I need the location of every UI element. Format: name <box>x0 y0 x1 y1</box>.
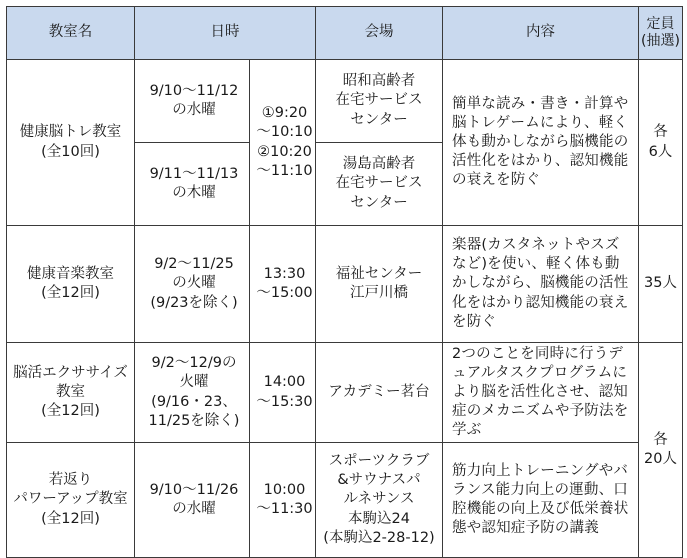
classes-table <box>6 6 683 558</box>
class-date: 9/11〜11/13 の木曜 <box>135 143 250 226</box>
table-row <box>7 60 683 143</box>
header-row <box>7 7 683 60</box>
class-venue: アカデミー茗台 <box>316 343 443 443</box>
class-name: 若返り パワーアップ教室 (全12回) <box>7 443 135 558</box>
class-venue: 昭和高齢者 在宅サービス センター <box>316 60 443 143</box>
header-venue: 会場 <box>316 7 443 60</box>
class-time: 13:30 〜15:00 <box>250 226 316 343</box>
class-capacity: 各 20人 <box>639 343 683 558</box>
class-date: 9/10〜11/26 の水曜 <box>135 443 250 558</box>
class-time: ①9:20 〜10:10 ②10:20 〜11:10 <box>250 60 316 226</box>
table-row <box>7 343 683 443</box>
class-capacity: 35人 <box>639 226 683 343</box>
class-venue: 福祉センター 江戸川橋 <box>316 226 443 343</box>
class-date: 9/2〜12/9の 火曜 (9/16・23、 11/25を除く) <box>135 343 250 443</box>
header-name: 教室名 <box>7 7 135 60</box>
class-time: 14:00 〜15:30 <box>250 343 316 443</box>
table-row <box>7 226 683 343</box>
class-name: 健康脳トレ教室 (全10回) <box>7 60 135 226</box>
class-name: 健康音楽教室 (全12回) <box>7 226 135 343</box>
class-venue: スポーツクラブ &サウナスパ ルネサンス 本駒込24 (本駒込2-28-12) <box>316 443 443 558</box>
class-capacity: 各 6人 <box>639 60 683 226</box>
class-time: 10:00 〜11:30 <box>250 443 316 558</box>
class-date: 9/10〜11/12 の水曜 <box>135 60 250 143</box>
header-content: 内容 <box>443 7 639 60</box>
header-capacity: 定員 (抽選) <box>639 7 683 60</box>
class-venue: 湯島高齢者 在宅サービス センター <box>316 143 443 226</box>
class-content: 筋力向上トレーニングやバランス能力向上の運動、口腔機能の向上及び低栄養状態や認知症予防の講義 <box>443 443 639 558</box>
class-date: 9/2〜11/25 の火曜 (9/23を除く) <box>135 226 250 343</box>
class-content: 2つのことを同時に行うデュアルタスクプログラムにより脳を活性化させ、認知症のメカニズムや予防法を学ぶ <box>443 343 639 443</box>
header-datetime: 日時 <box>135 7 316 60</box>
class-content: 簡単な読み・書き・計算や脳トレゲームにより、軽く体も動かしながら脳機能の活性化をはかり、認知機能の衰えを防ぐ <box>443 60 639 226</box>
table-row <box>7 443 683 558</box>
class-name: 脳活エクササイズ 教室 (全12回) <box>7 343 135 443</box>
class-content: 楽器(カスタネットやスズなど)を使い、軽く体も動かしながら、脳機能の活性化をはかり認知機能の衰えを防ぐ <box>443 226 639 343</box>
